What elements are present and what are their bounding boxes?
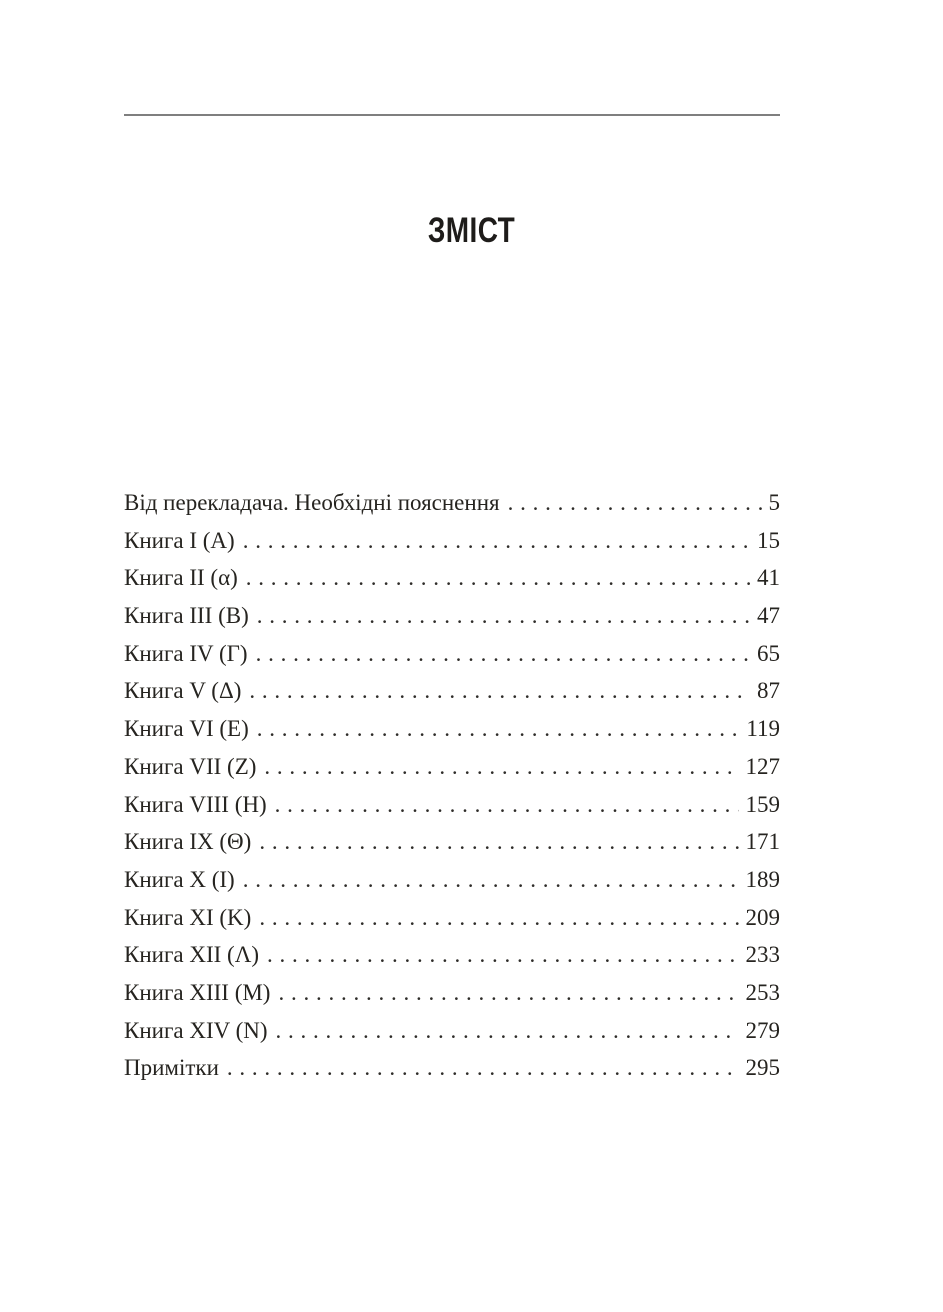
dot-leader xyxy=(246,559,750,597)
toc-entry-label: Книга XI (Κ) xyxy=(124,904,252,930)
toc-entry-label: Книга XII (Λ) xyxy=(124,942,260,968)
toc-entry-page: 41 xyxy=(757,565,780,591)
dot-leader xyxy=(278,974,738,1012)
dot-leader xyxy=(264,748,738,786)
toc-entry-page: 127 xyxy=(745,753,780,779)
toc-entry-label: Книга VIII (Η) xyxy=(124,791,267,817)
toc-entry-label: Книга XIII (Μ) xyxy=(124,979,271,1005)
dot-leader xyxy=(267,936,738,974)
toc-entry-label: Книга V (Δ) xyxy=(124,678,242,704)
toc-entry xyxy=(124,936,780,974)
toc-entry-page: 5 xyxy=(768,490,780,515)
dot-leader xyxy=(256,635,750,673)
toc-entry-label: Книга X (Ι) xyxy=(124,866,235,892)
toc-entry-page: 159 xyxy=(745,791,780,817)
toc-entry-label: Книга VII (Ζ) xyxy=(124,753,257,779)
toc-entry-label: Книга III (Β) xyxy=(124,603,249,629)
toc-entry xyxy=(124,823,780,861)
toc-entry xyxy=(124,672,780,710)
toc-entry xyxy=(124,786,780,824)
toc-entry-label: Книга IX (Θ) xyxy=(124,829,252,855)
toc-entry-page: 189 xyxy=(745,866,780,892)
toc-entry xyxy=(124,1049,780,1087)
toc-entry xyxy=(124,748,780,786)
toc-entry-page: 15 xyxy=(757,527,780,553)
toc-entry-page: 253 xyxy=(745,979,780,1005)
dot-leader xyxy=(243,522,750,560)
toc-entry-page: 65 xyxy=(757,640,780,666)
dot-leader xyxy=(259,823,738,861)
toc-entry xyxy=(124,484,780,522)
toc-entry-label: Від перекладача. Необхідні пояснення xyxy=(124,490,500,515)
toc-entry xyxy=(124,522,780,560)
dot-leader xyxy=(227,1049,739,1087)
dot-leader xyxy=(243,861,739,899)
header-rule xyxy=(124,114,780,116)
toc-entry-page: 209 xyxy=(745,904,780,930)
toc-entry-page: 87 xyxy=(757,678,780,704)
toc-entry xyxy=(124,597,780,635)
dot-leader xyxy=(508,484,762,522)
toc-entry-page: 47 xyxy=(757,603,780,629)
dot-leader xyxy=(257,710,740,748)
toc-entry xyxy=(124,899,780,937)
toc-entry-label: Книга II (α) xyxy=(124,565,238,591)
toc-entry xyxy=(124,974,780,1012)
toc-entry xyxy=(124,1012,780,1050)
toc-entry xyxy=(124,861,780,899)
page-title: ЗМІСТ xyxy=(427,211,516,250)
dot-leader xyxy=(249,672,750,710)
toc-entry xyxy=(124,710,780,748)
toc-entry-label: Книга XIV (Ν) xyxy=(124,1017,268,1043)
dot-leader xyxy=(257,597,750,635)
toc-entry xyxy=(124,635,780,673)
toc-entry-label: Книга I (Α) xyxy=(124,527,235,553)
dot-leader xyxy=(275,786,739,824)
toc-entry-label: Книга IV (Γ) xyxy=(124,640,248,666)
toc-entry-page: 233 xyxy=(745,942,780,968)
toc-entry-page: 119 xyxy=(746,716,780,742)
toc-entry-label: Примітки xyxy=(124,1055,219,1081)
toc-entry-page: 295 xyxy=(745,1055,780,1081)
toc-entry-label: Книга VI (Ε) xyxy=(124,716,249,742)
toc-entry xyxy=(124,559,780,597)
dot-leader xyxy=(276,1012,739,1050)
table-of-contents xyxy=(124,484,780,1087)
dot-leader xyxy=(259,899,738,937)
toc-entry-page: 171 xyxy=(745,829,780,855)
toc-entry-page: 279 xyxy=(745,1017,780,1043)
